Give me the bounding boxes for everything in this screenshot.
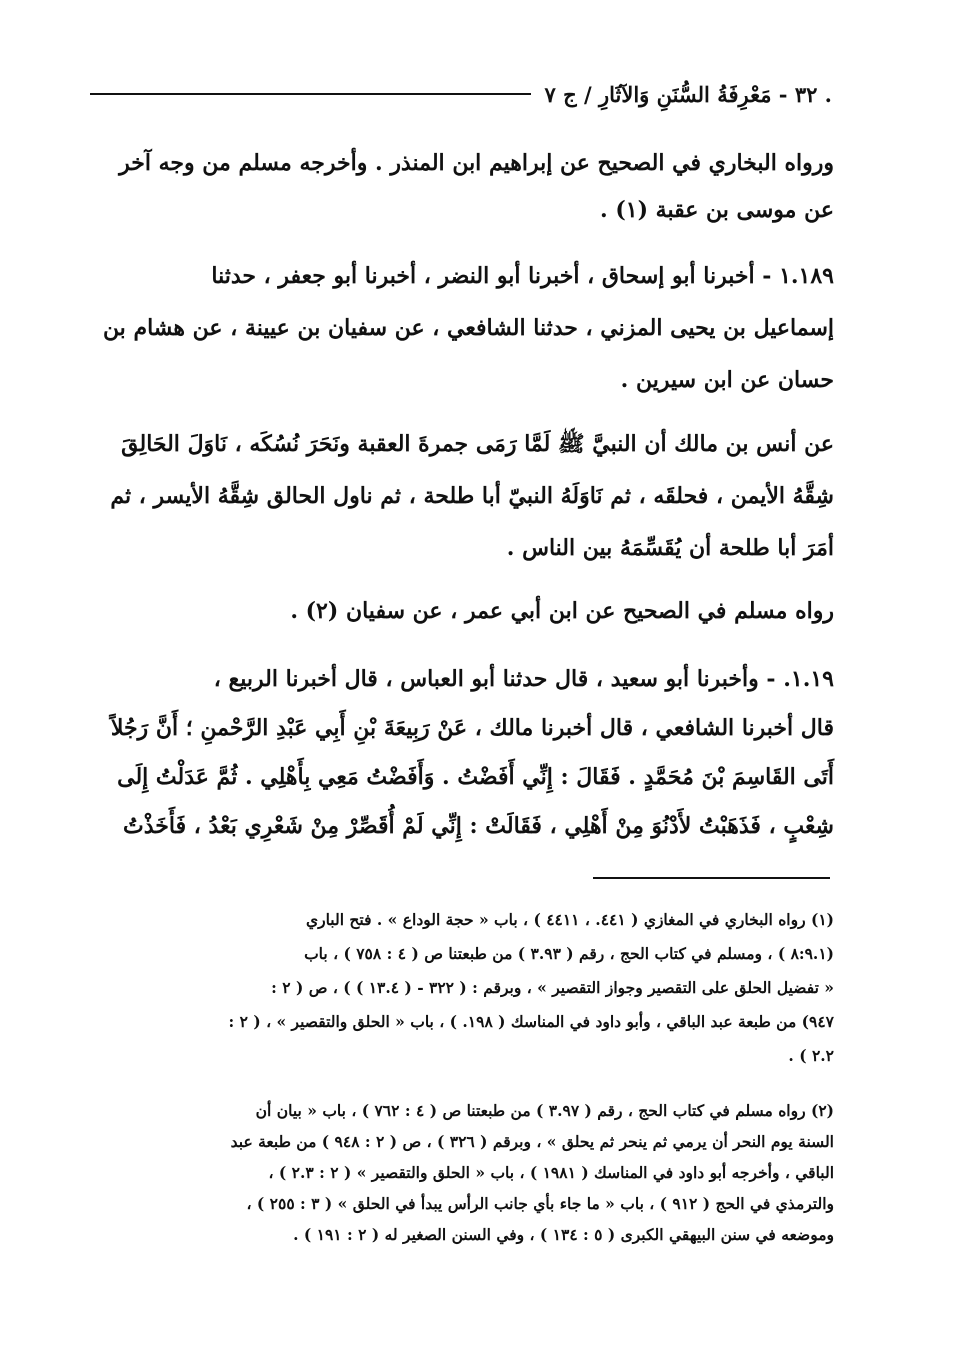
- text-line: أَتَى القَاسِمَ بْنَ مُحَمَّدٍ . فَقَالَ : إِنِّي أَفَضْتُ . وَأَفَضْتُ مَعِي بِأَهْلِي . ثُمَّ عَدَلْتُ إِلَى: [117, 764, 834, 790]
- footnote-1: [82, 903, 834, 1073]
- footnote-line: (٨:٩.١ ) ، ومسلم في كتاب الحج ، رقم ( ٣.٩٣ ) من طبعتنا ص ( ٤ : ٧٥٨ ) ، باب: [304, 944, 834, 963]
- footnote-2: [82, 1095, 834, 1250]
- text-line: شِعْبٍ ، فَذَهَبْتُ لأَدْنُوَ مِنْ أَهْلِي ، فَقَالَتْ : إِنِّي لَمْ أُقَصِّرْ مِنْ شَعْرِي بَعْدُ ، فَأَخَذْتُ: [123, 813, 834, 839]
- footnote-line: وموضعه في سنن البيهقي الكبرى ( ٥ : ١٣٤ ) ، وفي السنن الصغير له ( ٢ : ١٩١ ) .: [293, 1225, 834, 1244]
- footnote-line: « تفضيل الحلق على التقصير وجواز التقصير » ، وبرقم : ( ٣٢٢ - ( ١٣.٤ ) ) ، ص ( ٢ :: [271, 978, 834, 997]
- running-header: [90, 74, 832, 114]
- paragraph-5: [82, 655, 834, 851]
- text-line: ورواه البخاري في الصحيح عن إبراهيم ابن المنذر . وأخرجه مسلم من وجه آخر: [119, 150, 834, 176]
- footnote-separator: [593, 877, 830, 879]
- paragraph-4: [82, 585, 834, 637]
- footnote-line: ٢.٢ ) .: [788, 1046, 834, 1065]
- footnote-line: (٢) رواه مسلم في كتاب الحج ، رقم ( ٣.٩٧ ) من طبعتنا ص ( ٤ : ٧٦٢ ) ، باب « بيان أن: [255, 1101, 834, 1120]
- text-line: عن موسى بن عقبة (١) .: [600, 197, 834, 223]
- text-line: أمَرَ أبا طلحة أن يُقَسِّمَهُ بين الناس .: [506, 535, 834, 561]
- footnote-line: والترمذي في الحج ( ٩١٢ ) ، باب « ما جاء بأي جانب الرأس يبدأ في الحلق » ( ٣ : ٢٥٥ ) ،: [246, 1194, 834, 1213]
- paragraph-2: [82, 250, 834, 406]
- footnote-line: (١) رواه البخاري في المغازي ( ٤٤١. ، ٤٤١١ ) ، باب « حجة الوداع » . فتح الباري: [305, 910, 834, 929]
- footnote-line: ٩٤٧) من طبعة عبد الباقي ، وأبو داود في المناسك ( ١٩٨. ) ، باب « الحلق والتقصير » ، ( ٢ :: [228, 1012, 834, 1031]
- text-line: رواه مسلم في الصحيح عن ابن أبي عمر ، عن سفيان (٢) .: [290, 598, 834, 624]
- footnote-line: السنة يوم النحر أن يرمي ثم ينحر ثم يحلق » ، وبرقم ( ٣٢٦ ) ، ص ( ٢ : ٩٤٨ ) من طبعة عبد: [230, 1132, 834, 1151]
- text-line: عن أنس بن مالك أن النبيَّ ﷺ لَمَّا رَمَى جمرةَ العقبة ونَحَرَ نُسُكَه ، نَاوَلَ الحَالِقَ: [121, 431, 834, 457]
- footnote-line: الباقي ، وأخرجه أبو داود في المناسك ( ١٩٨١ ) ، باب « الحلق والتقصير » ( ٢ : ٢.٣ ) ،: [268, 1163, 834, 1182]
- text-line: حسان عن ابن سيرين .: [620, 367, 834, 393]
- text-line: ١.١٨٩ - أخبرنا أبو إسحاق ، أخبرنا أبو النضر ، أخبرنا أبو جعفر ، حدثنا: [211, 263, 834, 289]
- paragraph-1: [82, 140, 834, 234]
- text-line: ١.١٩. - وأخبرنا أبو سعيد ، قال حدثنا أبو العباس ، قال أخبرنا الربيع ،: [213, 666, 834, 692]
- text-line: شِقَّهُ الأيمن ، فحلقَه ، ثم نَاوَلَهُ النبيّ أبا طلحة ، ثم ناول الحالق شِقَّهُ الأيسر ، ثم: [110, 483, 834, 509]
- page-header-title: . ٣٢ - مَعْرِفَةُ السُّنَنِ وَالآثَارِ / ج ٧: [544, 81, 832, 107]
- paragraph-3: [82, 418, 834, 574]
- text-line: إسماعيل بن يحيى المزني ، حدثنا الشافعي ، عن سفيان بن عيينة ، عن هشام بن: [102, 315, 834, 341]
- text-line: قال أخبرنا الشافعي ، قال أخبرنا مالك ، عَنْ رَبِيعَةَ بْنِ أَبِي عَبْدِ الرَّحْمنِ ؛ أَنَّ رَجُلاً: [110, 715, 834, 741]
- header-rule: [90, 93, 531, 95]
